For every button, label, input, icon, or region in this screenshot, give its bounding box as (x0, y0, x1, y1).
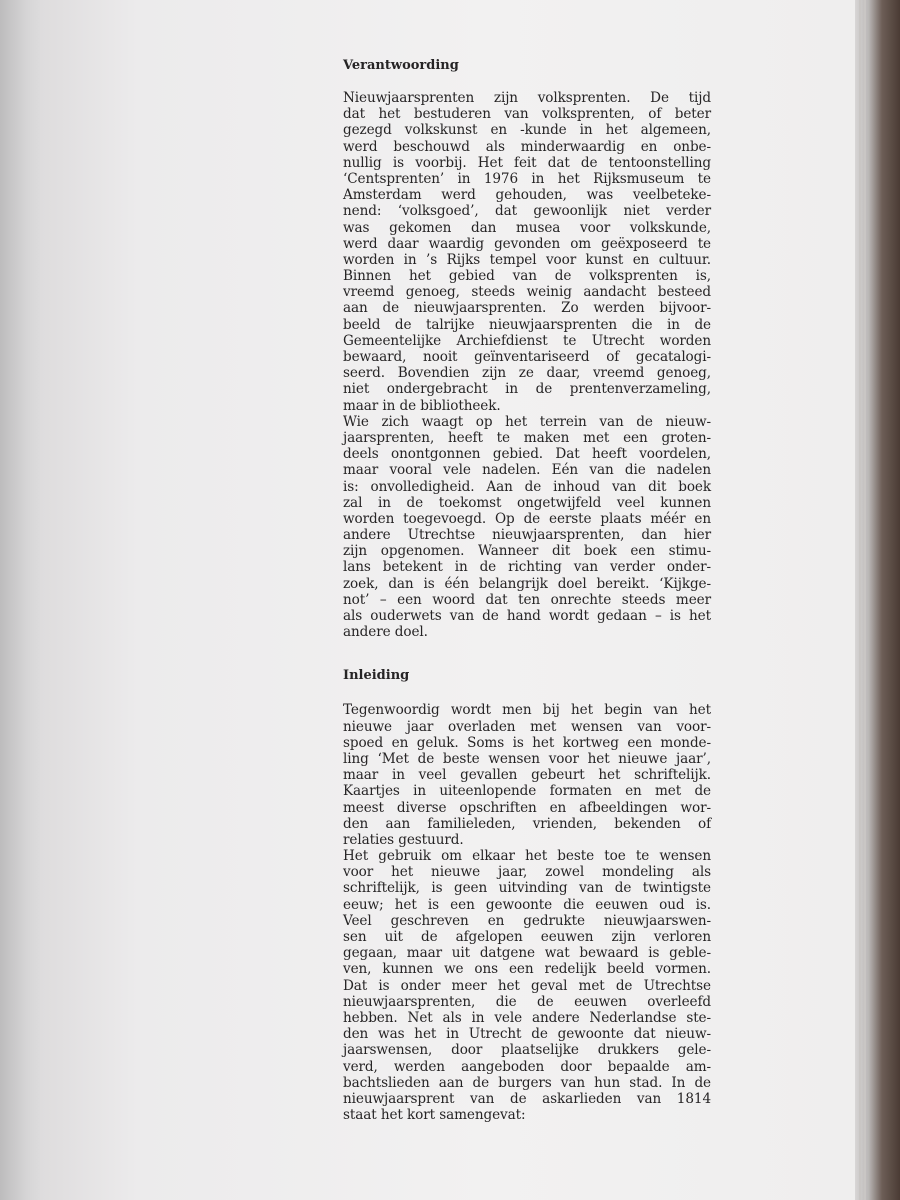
book-edge (855, 0, 900, 1200)
text-line: nieuwe jaar overladen met wensen van voor- (343, 718, 711, 735)
text-line: nullig is voorbij. Het feit dat de tentoonstelling (343, 154, 711, 171)
text-line: verd, werden aangeboden door bepaalde am- (343, 1058, 711, 1075)
text-line: werd daar waardig gevonden om geëxposeerd te (343, 235, 711, 252)
text-line: schriftelijk, is geen uitvinding van de twintigste (343, 880, 711, 897)
text-line: sen uit de afgelopen eeuwen zijn verloren (343, 929, 711, 945)
text-line: Nieuwjaarsprenten zijn volksprenten. De tijd (343, 90, 711, 106)
text-line: ven, kunnen we ons een redelijk beeld vormen. (343, 961, 711, 978)
text-line: ling ‘Met de beste wensen voor het nieuwe jaar’, (343, 750, 711, 767)
text-line: aan de nieuwjaarsprenten. Zo werden bijvoor- (343, 300, 711, 317)
text-line: spoed en geluk. Soms is het kortweg een monde- (343, 734, 711, 751)
text-line: Binnen het gebied van de volksprenten is, (343, 268, 711, 285)
text-line: den was het in Utrecht de gewoonte dat nieuw- (343, 1026, 711, 1043)
text-line: relaties gestuurd. (343, 831, 464, 848)
text-line: lans betekent in de richting van verder onder- (343, 559, 711, 576)
text-line: vreemd genoeg, steeds weinig aandacht besteed (343, 284, 711, 301)
text-line: worden in ’s Rijks tempel voor kunst en cultuur. (343, 251, 711, 268)
text-line: zoek, dan is één belangrijk doel bereikt. ‘Kijkge- (343, 575, 711, 592)
text-line: eeuw; het is een gewoonte die eeuwen oud is. (343, 896, 711, 913)
text-line: zal in de toekomst ongetwijfeld veel kunnen (343, 494, 711, 511)
text-line: niet ondergebracht in de prentenverzameling, (343, 381, 711, 398)
text-line: Tegenwoordig wordt men bij het begin van het (343, 702, 711, 719)
text-line: Dat is onder meer het geval met de Utrechtse (343, 977, 711, 994)
text-line: not’ – een woord dat ten onrechte steeds meer (343, 591, 711, 608)
text-line: Kaartjes in uiteenlopende formaten en met de (343, 783, 711, 800)
text-line: Veel geschreven en gedrukte nieuwjaarswen- (343, 912, 711, 929)
text-line: nend: ‘volksgoed’, dat gewoonlijk niet verder (343, 203, 711, 220)
text-line: werd beschouwd als minderwaardig en onbe- (343, 138, 711, 155)
text-line: Gemeentelijke Archiefdienst te Utrecht worden (343, 332, 711, 349)
section-body-verantwoording (343, 90, 711, 640)
text-line: staat het kort samengevat: (343, 1107, 526, 1124)
text-line: beeld de talrijke nieuwjaarsprenten die in de (343, 316, 711, 333)
text-line: maar in de bibliotheek. (343, 397, 501, 414)
text-line: den aan familieleden, vrienden, bekenden of (343, 815, 711, 832)
section-heading-verantwoording: Verantwoording (343, 58, 459, 73)
text-line: Amsterdam werd gehouden, was veelbeteke- (343, 187, 711, 204)
text-line: bachtslieden aan de burgers van hun stad. In de (343, 1074, 711, 1091)
text-line: worden toegevoegd. Op de eerste plaats méér en (343, 510, 711, 527)
text-line: voor het nieuwe jaar, zowel mondeling als (343, 864, 711, 881)
text-line: jaarsprenten, heeft te maken met een groten- (343, 429, 711, 446)
text-line: als ouderwets van de hand wordt gedaan – is het (343, 608, 711, 624)
text-line: seerd. Bovendien zijn ze daar, vreemd genoeg, (343, 365, 711, 382)
page-edge-line (864, 0, 866, 1200)
text-line: Wie zich waagt op het terrein van de nieuw- (343, 413, 711, 430)
text-line: bewaard, nooit geïnventariseerd of gecatalogi- (343, 349, 711, 365)
text-line: Het gebruik om elkaar het beste toe te wensen (343, 848, 711, 865)
section-heading-inleiding: Inleiding (343, 668, 410, 684)
text-line: is: onvolledigheid. Aan de inhoud van dit boek (343, 478, 711, 495)
section-body-inleiding (343, 702, 711, 1123)
text-line: gezegd volkskunst en -kunde in het algemeen, (343, 122, 711, 139)
text-line: ‘Centsprenten’ in 1976 in het Rijksmuseum te (343, 170, 711, 187)
text-line: gegaan, maar uit datgene wat bewaard is geble- (343, 945, 711, 962)
text-line: hebben. Net als in vele andere Nederlandse ste- (343, 1009, 711, 1026)
text-line: maar vooral vele nadelen. Eén van die nadelen (343, 462, 711, 479)
text-line: deels onontgonnen gebied. Dat heeft voordelen, (343, 446, 711, 463)
text-line: nieuwjaarsprenten, die de eeuwen overleefd (343, 993, 711, 1010)
text-line: was gekomen dan musea voor volkskunde, (343, 219, 711, 236)
text-line: jaarswensen, door plaatselijke drukkers gele- (343, 1042, 711, 1059)
text-line: andere doel. (343, 624, 428, 641)
text-line: dat het bestuderen van volksprenten, of beter (343, 106, 711, 123)
text-line: nieuwjaarsprent van de askarlieden van 1814 (343, 1090, 711, 1107)
text-line: maar in veel gevallen gebeurt het schriftelijk. (343, 767, 711, 784)
text-line: zijn opgenomen. Wanneer dit boek een stimu- (343, 543, 711, 560)
text-line: andere Utrechtse nieuwjaarsprenten, dan hier (343, 527, 711, 544)
page-edge-line (859, 0, 861, 1200)
text-line: meest diverse opschriften en afbeeldingen wor- (343, 799, 711, 816)
text-column (343, 52, 711, 1123)
